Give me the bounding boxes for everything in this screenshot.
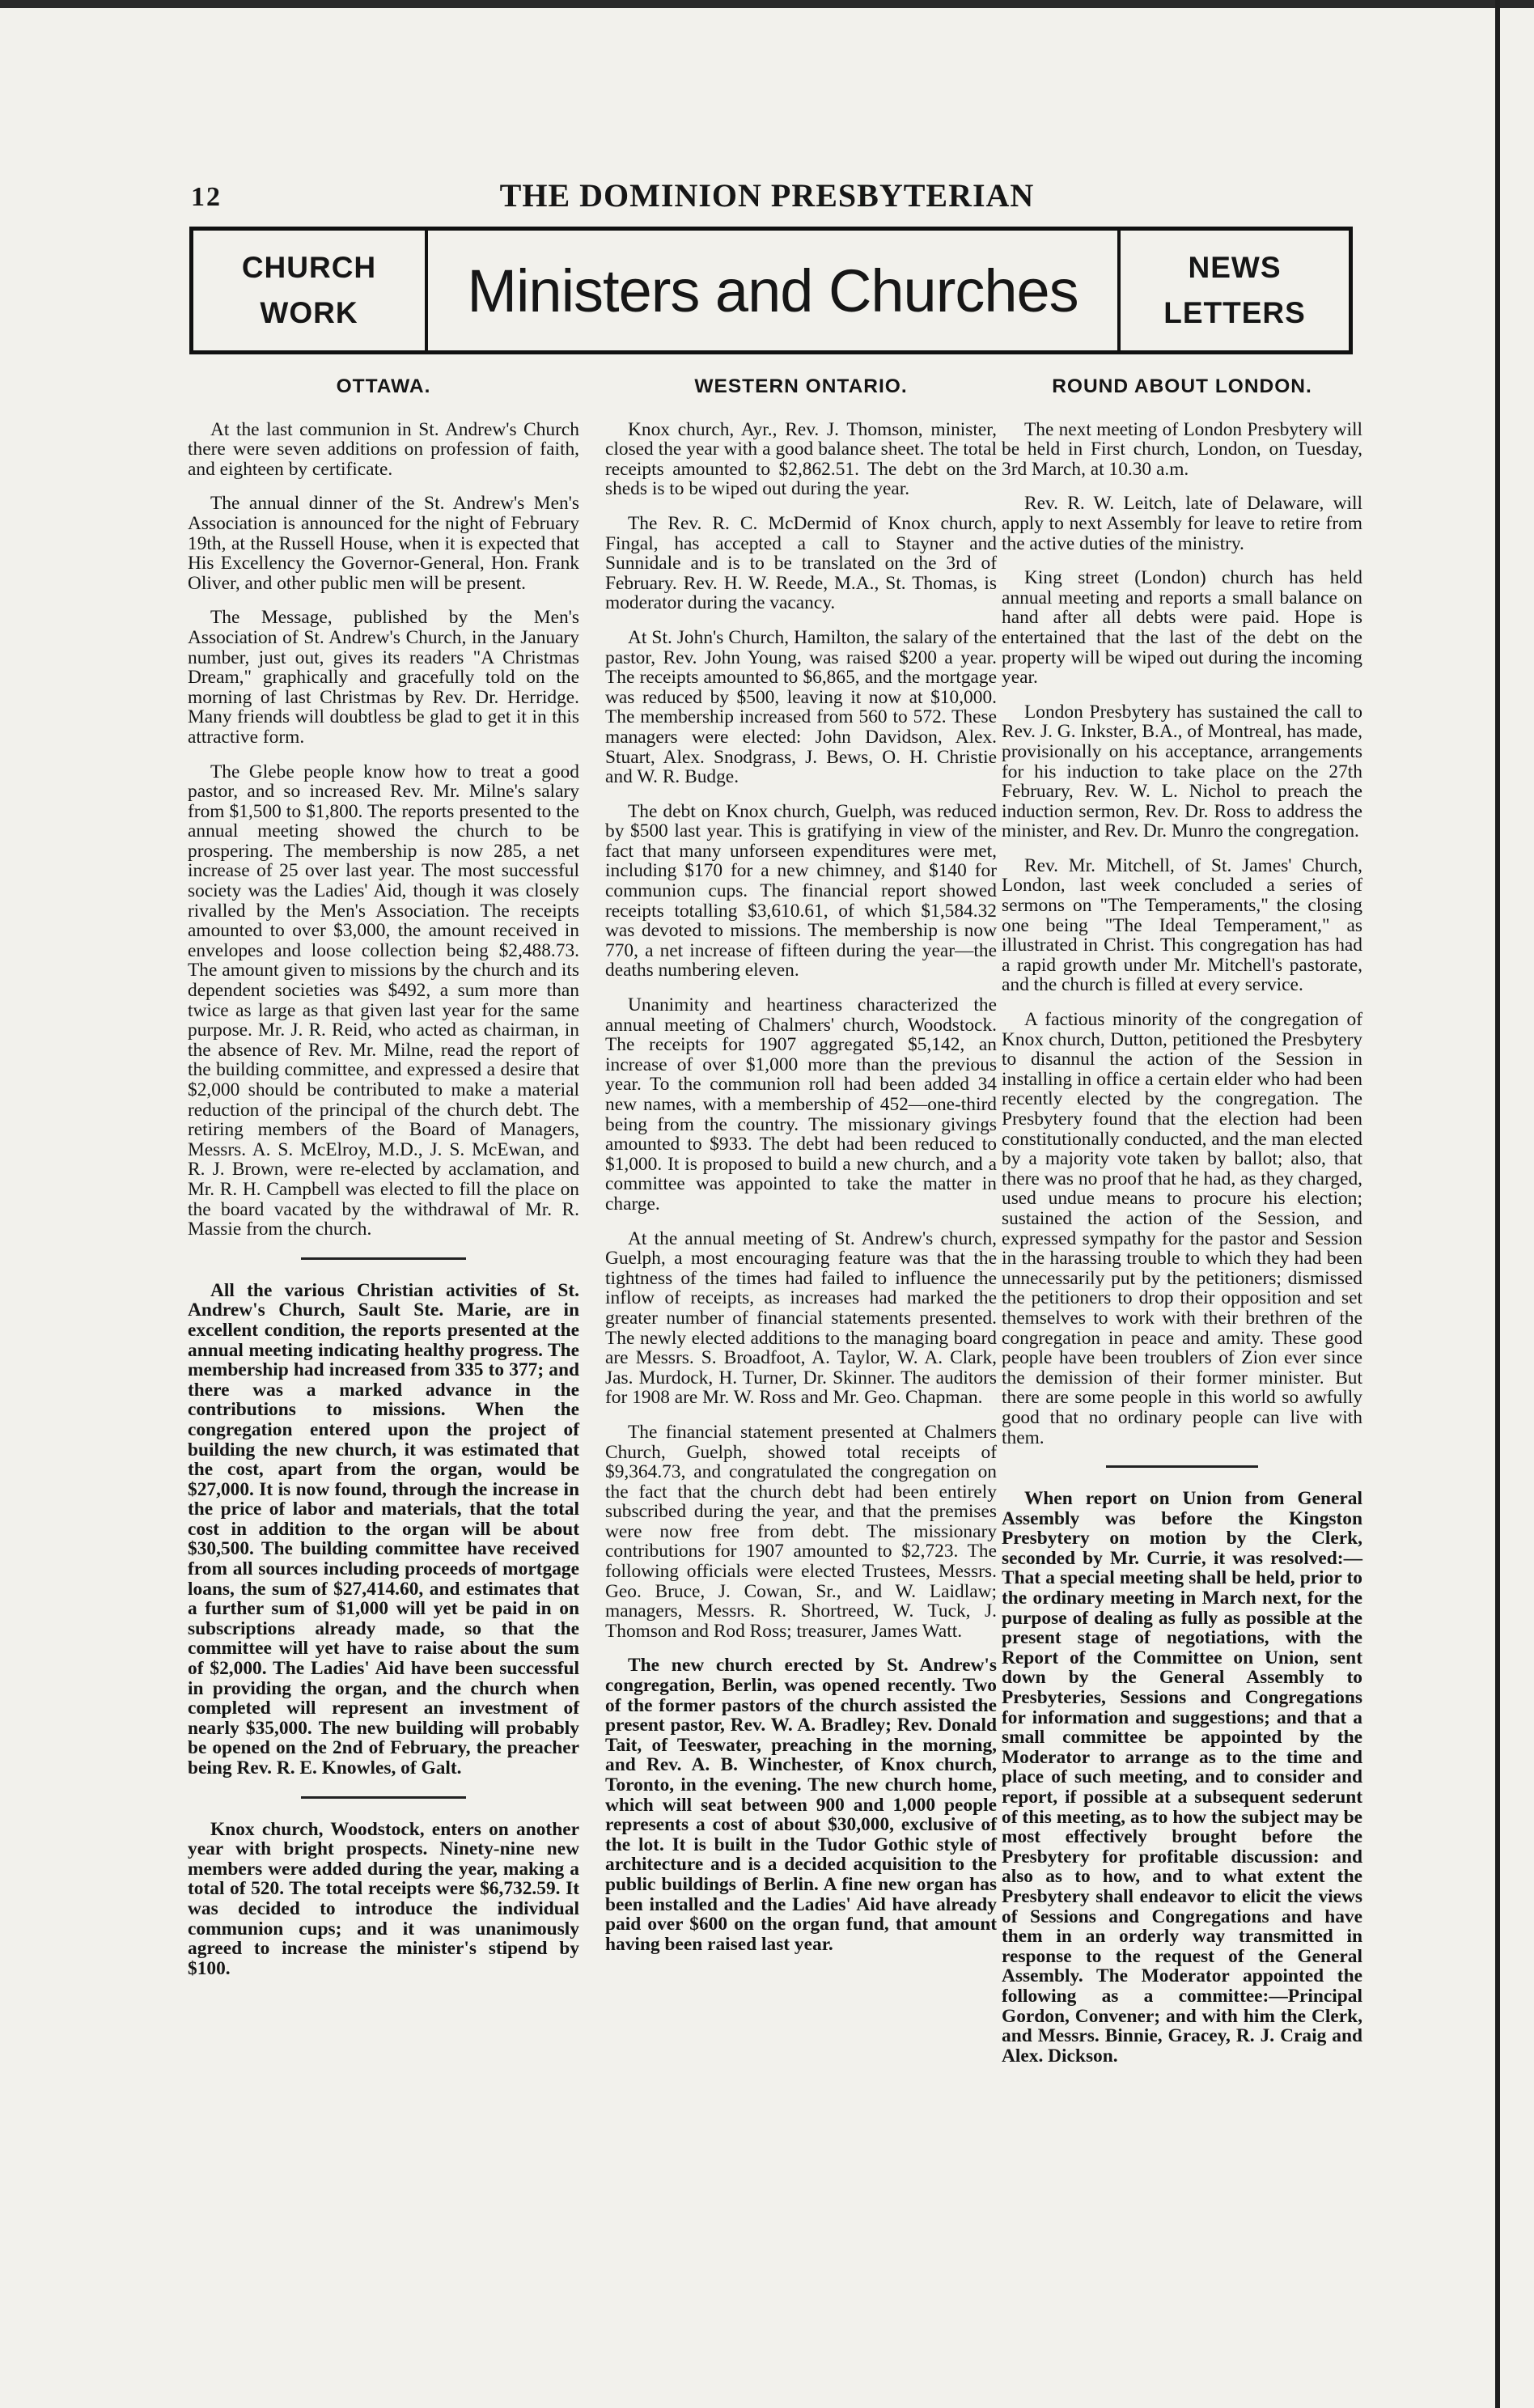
article-paragraph: At the annual meeting of St. Andrew's church, Guelph, a most encouraging feature was that the tightness of the times had failed to influence the inflow of receipts, as increases had marked the greater number of financial statements presented. The newly elected additions to the managing board are Messrs. S. Broadfoot, A. Taylor, W. A. Clark, Jas. Murdock, H. Turner, Dr. Skinner. The auditors for 1908 are Mr. W. Ross and Mr. Geo. Chapman. (605, 1227, 997, 1409)
column-ottawa (188, 372, 579, 1993)
article-paragraph: Unanimity and heartiness characterized the annual meeting of Chalmers' church, Woodstock. The receipts for 1907 aggregated $5,142, an increase of over $1,000 more than the previous year. To the communion roll had been added 34 new names, with a membership of 452—one-third being from the country. The missionary givings amounted to $933. The debt had been reduced to $1,000. It is proposed to build a new church, and a committee was appointed to take the matter in charge. (605, 994, 997, 1215)
article-paragraph: Rev. Mr. Mitchell, of St. James' Church, London, last week concluded a series of sermons on "The Temperaments," the closing one being "The Ideal Temperament," as illustrated in Christ. This congregation has had a rapid growth under Mr. Mitchell's pastorate, and the church is filled at every service. (1002, 854, 1362, 996)
article-paragraph: King street (London) church has held annual meeting and reports a small balance on hand after all debts were paid. Hope is entertained that the last of the debt on the property will be wiped out during the incoming year. (1002, 567, 1362, 689)
article-paragraph: The new church erected by St. Andrew's congregation, Berlin, was opened recently. Two of the former pastors of the church assisted the present pastor, Rev. W. A. Bradley; Rev. Donald Tait, of Teeswater, preaching in the morning, and Rev. A. B. Winchester, of Knox church, Toronto, in the evening. The new church home, which will seat between 900 and 1,000 people represents a cost of about $30,000, exclusive of the lot. It is built in the Tudor Gothic style of architecture and is a decided acquisition to the public buildings of Berlin. A fine new organ has been installed and the Ladies' Aid have already paid over $600 on the organ fund, that amount having been raised last year. (605, 1655, 997, 1955)
page-edge (1495, 0, 1500, 2408)
masthead-left-line2: WORK (260, 296, 358, 329)
article-paragraph: At St. John's Church, Hamilton, the salary of the pastor, Rev. John Young, was raised $200 a year. The receipts amounted to $6,865, and the mortgage was reduced by $500, leaving it now at $10,000. The membership increased from 560 to 572. These managers were elected: John Davidson, Alex. Stuart, Alex. Snodgrass, J. Bews, O. H. Christie and W. R. Budge. (605, 626, 997, 788)
article-paragraph: The financial statement presented at Chalmers Church, Guelph, showed total receipts of $9,364.73, and congratulated the congregation on the fact that the church debt had been entirely subscribed during the year, and that the premises were now free from debt. The missionary contributions for 1907 amounted to $2,723. The following officials were elected Trustees, Messrs. Geo. Bruce, J. Cowan, Sr., and W. Laidlaw; managers, Messrs. R. Shortreed, W. Tuck, J. Thomson and Rod Ross; treasurer, James Watt. (605, 1421, 997, 1642)
masthead-right-line1: NEWS (1188, 251, 1282, 284)
column-heading: OTTAWA. (336, 375, 431, 397)
article-paragraph: The annual dinner of the St. Andrew's Men's Association is announced for the night of February 19th, at the Russell House, when it is expected that His Excellency the Governor-General, Hon. Frank Oliver, and other public men will be present. (188, 493, 579, 594)
masthead-left-box (193, 231, 428, 350)
section-masthead (189, 227, 1353, 354)
article-separator (1106, 1465, 1257, 1468)
column-western-ontario (605, 372, 997, 1969)
column-heading: WESTERN ONTARIO. (694, 375, 908, 397)
article-paragraph: All the various Christian activities of St. Andrew's Church, Sault Ste. Marie, are in excellent condition, the reports presented at the annual meeting indicating healthy progress. The membership had increased from 335 to 377; and there was a marked advance in the contributions to missions. When the congregation entered upon the project of building the new church, it was estimated that the cost, apart from the organ, would be $27,000. It is now found, through the increase in the price of labor and materials, that the total cost in addition to the organ will be about $30,500. The building committee have received from all sources including proceeds of mortgage loans, the sum of $27,414.60, and estimates that a further sum of $1,000 will yet be paid in on subscriptions already made, so that the committee will yet have to raise about the sum of $2,000. The Ladies' Aid have been successful in providing the organ, and the church when completed will represent an investment of nearly $35,000. The new building will probably be opened on the 2nd of February, the preacher being Rev. R. E. Knowles, of Galt. (188, 1279, 579, 1778)
article-paragraph: The debt on Knox church, Guelph, was reduced by $500 last year. This is gratifying in view of the fact that many unforseen expenditures were met, including $170 for a new chimney, and $140 for communion cups. The financial report showed receipts totalling $3,610.61, of which $1,584.32 was devoted to missions. The membership is now 770, a net increase of fifteen during the year—the deaths numbering eleven. (605, 800, 997, 981)
article-paragraph: When report on Union from General Assembly was before the Kingston Presbytery on motion by the Clerk, seconded by Mr. Currie, it was resolved:—That a special meeting shall be held, prior to the ordinary meeting in March next, for the purpose of dealing as fully as possible at the present stage of negotiations, with the Report of the Committee on Union, sent down by the General Assembly to Presbyteries, Sessions and Congregations for information and suggestions; and that a small committee be appointed by the Moderator to arrange as to the time and place of such meeting, and to consider and report, if possible at a subsequent sederunt of this meeting, as to how the subject may be most effectively brought before the Presbytery for profitable discussion: and also as to how, and to what extent the Presbytery shall endeavor to elicit the views of Sessions and Congregations and have them in an orderly way transmitted in response to the request of the General Assembly. The Moderator appointed the following as a committee:—Principal Gordon, Convener; and with him the Clerk, and Messrs. Binnie, Gracey, R. J. Craig and Alex. Dickson. (1002, 1488, 1362, 2067)
article-paragraph: Knox church, Ayr., Rev. J. Thomson, minister, closed the year with a good balance sheet. The total receipts amounted to $2,862.51. The debt on the sheds is to be wiped out during the year. (605, 418, 997, 500)
article-paragraph: The Message, published by the Men's Association of St. Andrew's Church, in the January number, just out, gives its readers "A Christmas Dream," graphically and gracefully told on the morning of last Christmas by Rev. Dr. Herridge. Many friends will doubtless be glad to get it in this attractive form. (188, 607, 579, 748)
article-paragraph: London Presbytery has sustained the call to Rev. J. G. Inkster, B.A., of Montreal, has made, provisionally on his acceptance, arrangements for his induction to take place on the 27th February, Rev. W. L. Nichol to preach the induction sermon, Rev. Dr. Ross to address the minister, and Rev. Dr. Munro the congregation. (1002, 701, 1362, 842)
article-separator (301, 1257, 465, 1260)
column-heading: ROUND ABOUT LONDON. (1052, 375, 1312, 397)
article-paragraph: The Rev. R. C. McDermid of Knox church, Fingal, has accepted a call to Stayner and Sunnidale and is to be translated on the 3rd of February. Rev. H. W. Reede, M.A., St. Thomas, is moderator during the vacancy. (605, 512, 997, 614)
article-paragraph: The next meeting of London Presbytery will be held in First church, London, on Tuesday, 3rd March, at 10.30 a.m. (1002, 418, 1362, 480)
masthead-right-box (1117, 231, 1349, 350)
article-separator (301, 1796, 465, 1799)
article-paragraph: The Glebe people know how to treat a good pastor, and so increased Rev. Mr. Milne's salary from $1,500 to $1,800. The reports presented to the annual meeting showed the church to be prospering. The membership is now 285, a net increase of 25 over last year. The most successful society was the Ladies' Aid, though it was closely rivalled by the Men's Association. The receipts amounted to over $3,000, the amount received in envelopes and loose collection being $2,488.73. The amount given to missions by the church and its dependent societies was $492, a sum more than twice as large as that given last year for the same purpose. Mr. J. R. Reid, who acted as chairman, in the absence of Rev. Mr. Milne, read the report of the building committee, and expressed a desire that $2,000 should be contributed to make a material reduction of the principal of the church debt. The retiring members of the Board of Managers, Messrs. A. S. McElroy, M.D., J. S. McEwan, and R. J. Brown, were re-elected by acclamation, and Mr. R. H. Campbell was elected to fill the place on the board vacated by the withdrawal of Mr. R. Massie from the church. (188, 761, 579, 1240)
masthead-right-line2: LETTERS (1163, 296, 1306, 329)
article-paragraph: A factious minority of the congregation of Knox church, Dutton, petitioned the Presbytery to disannul the action of the Session in installing in office a certain elder who had been recently elected by the congregation. The Presbytery found that the election had been constitutionally conducted, and the man elected by a majority vote taken by ballot; also, that there was no proof that he had, as they charged, used undue means to procure his election; sustained the action of the Session, and expressed sympathy for the pastor and Session in the harassing trouble to which they had been unnecessarily put by the petitioners; dismissed the petitioners to drop their opposition and set themselves to work with their brethren of the congregation in peace and amity. These good people have been troublers of Zion ever since the demission of their former minister. But there are some people in this world so awfully good that no ordinary people can live with them. (1002, 1009, 1362, 1448)
top-border (0, 0, 1534, 8)
section-title: Ministers and Churches (467, 256, 1078, 324)
masthead-left-line1: CHURCH (241, 251, 377, 284)
running-title: THE DOMINION PRESBYTERIAN (499, 177, 1035, 214)
article-paragraph: Knox church, Woodstock, enters on another year with bright prospects. Ninety-nine new members were added during the year, making a total of 520. The total receipts were $6,732.59. It was decided to introduce the individual communion cups; and it was unanimously agreed to increase the minister's stipend by $100. (188, 1818, 579, 1979)
column-round-about-london (1002, 372, 1362, 2080)
page-number: 12 (191, 182, 222, 212)
article-paragraph: At the last communion in St. Andrew's Church there were seven additions on profession of faith, and eighteen by certificate. (188, 418, 579, 480)
article-paragraph: Rev. R. W. Leitch, late of Delaware, will apply to next Assembly for leave to retire from the active duties of the ministry. (1002, 493, 1362, 554)
